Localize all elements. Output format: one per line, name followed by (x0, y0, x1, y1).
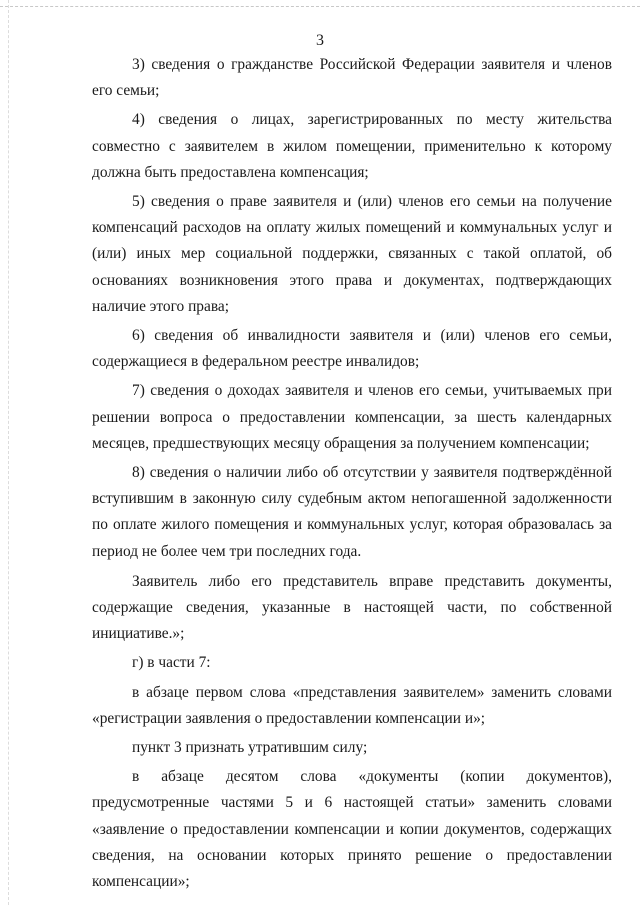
paragraph-applicant-right: Заявитель либо его представитель вправе представить документы, содержащие сведения, указанные в настоящей части, по собственной инициативе.»; (92, 572, 612, 643)
paragraph-item-3: 3) сведения о гражданстве Российской Федерации заявителя и членов его семьи; (92, 56, 612, 100)
paragraph-item-8: 8) сведения о наличии либо об отсутствии у заявителя подтверждённой вступившим в законную силу судебным актом непогашенной задолженности по оплате жилого помещения и коммунальных услуг, которая образовалась за период не более чем три последних года. (92, 464, 612, 560)
paragraph-item-5: 5) сведения о праве заявителя и (или) членов его семьи на получение компенсаций расходов на оплату жилых помещений и коммунальных услуг и (или) иных мер социальной поддержки, связанных с такой оплатой, об основаниях возникновения этого права и документах, подтверждающих наличие этого права; (92, 193, 612, 315)
paragraph-point-3: пункт 3 признать утратившим силу; (132, 739, 368, 757)
page-number: 3 (316, 32, 324, 49)
paragraph-subpoint-g: г) в части 7: (132, 654, 211, 672)
scan-edge-top (0, 6, 640, 7)
paragraph-item-4: 4) сведения о лицах, зарегистрированных по месту жительства совместно с заявителем в жилом помещении, применительно к которому должна быть предоставлена компенсация; (92, 111, 612, 181)
paragraph-item-7: 7) сведения о доходах заявителя и членов его семьи, учитываемых при решении вопроса о предоставлении компенсации, за шесть календарных месяцев, предшествующих месяцу обращения за получением компенсации; (92, 382, 612, 452)
document-body (92, 52, 612, 895)
scan-edge-left (8, 0, 9, 905)
paragraph-item-6: 6) сведения об инвалидности заявителя и (или) членов его семьи, содержащиеся в федеральном реестре инвалидов; (92, 327, 612, 371)
paragraph-abzac-tenth: в абзаце десятом слова «документы (копии документов), предусмотренные частями 5 и 6 настоящей статьи» заменить словами «заявление о предоставлении компенсации и копии документов, содержащих сведения, на основании которых принято решение о предоставлении компенсации»; (92, 768, 612, 891)
paragraph-abzac-first: в абзаце первом слова «представления заявителем» заменить словами «регистрации заявления о предоставлении компенсации и»; (92, 683, 612, 727)
